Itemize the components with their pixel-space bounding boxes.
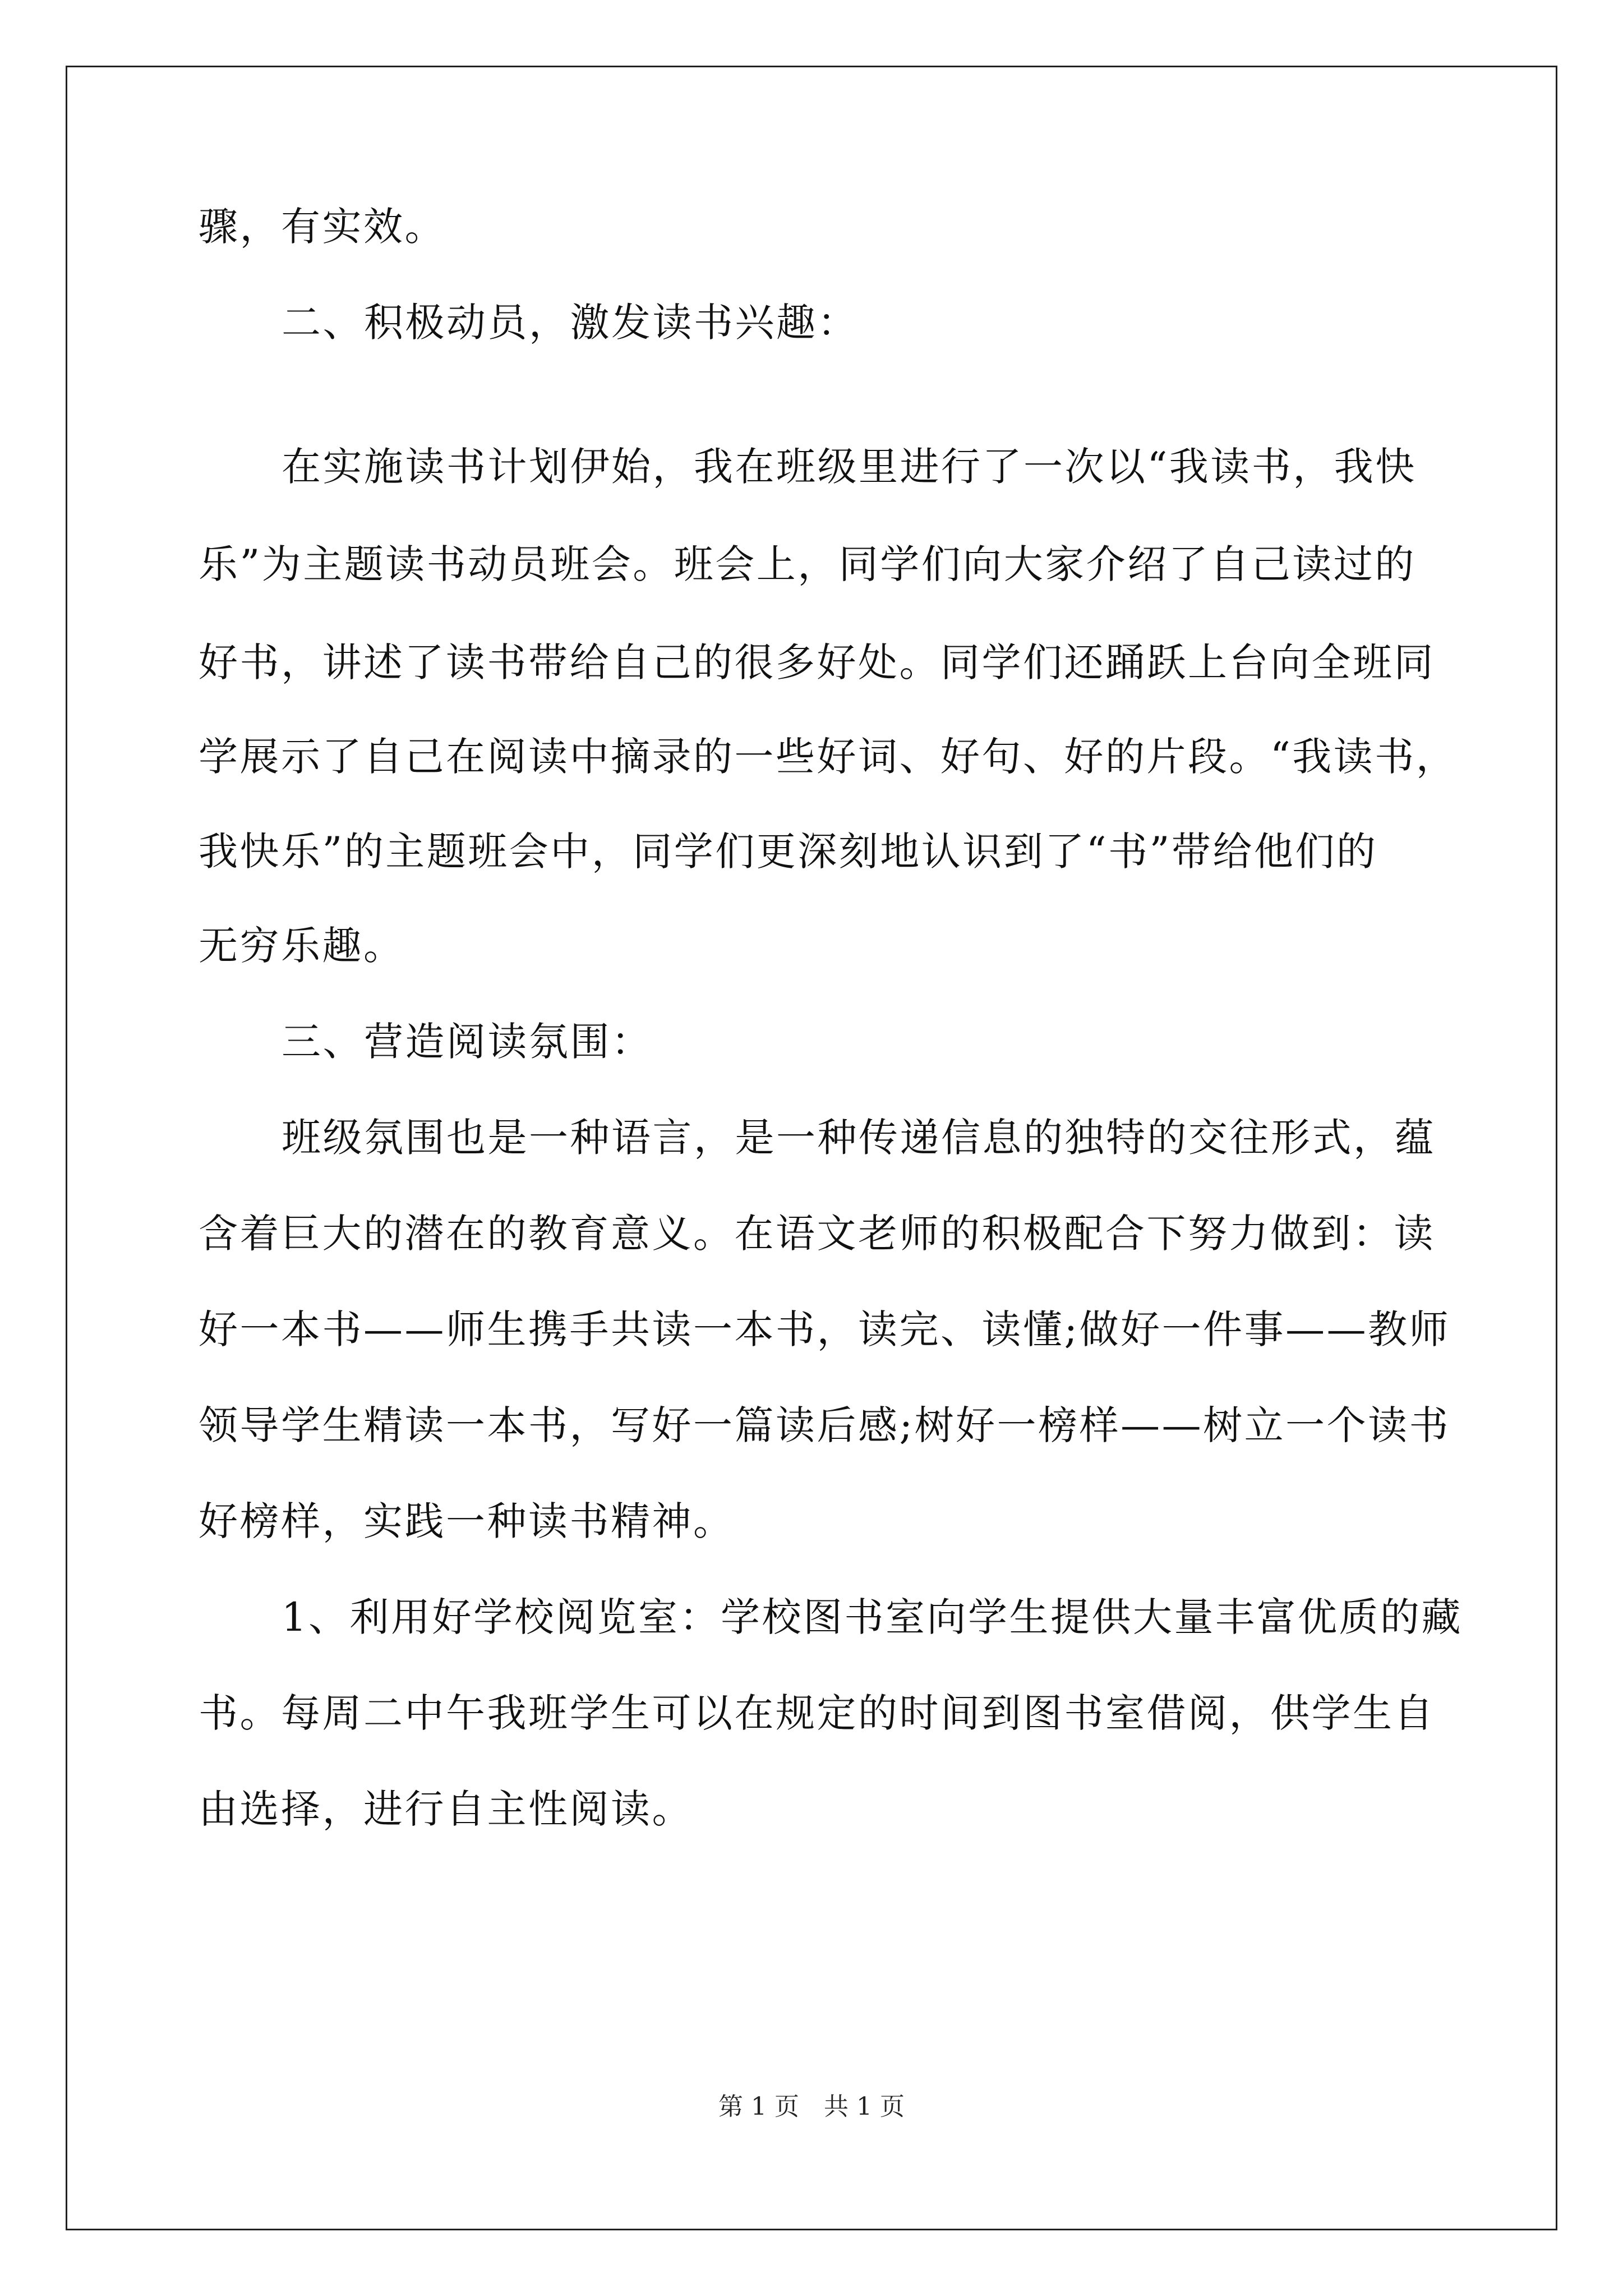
text-line: 含着巨大的潜在的教育意义。在语文老师的积极配合下努力做到：读 bbox=[199, 1211, 1435, 1257]
text-line: 乐”为主题读书动员班会。班会上，同学们向大家介绍了自己读过的 bbox=[199, 541, 1416, 587]
text-line: 领导学生精读一本书，写好一篇读后感;树好一榜样——树立一个读书 bbox=[199, 1402, 1451, 1448]
text-line: 无穷乐趣。 bbox=[199, 923, 405, 969]
text-line: 好榜样，实践一种读书精神。 bbox=[199, 1498, 735, 1544]
page-number-footer: 第 1 页 共 1 页 bbox=[718, 2092, 905, 2121]
list-item: 1、利用好学校阅览室：学校图书室向学生提供大量丰富优质的藏 bbox=[282, 1594, 1463, 1640]
text-line: 书。每周二中午我班学生可以在规定的时间到图书室借阅，供学生自 bbox=[199, 1690, 1435, 1736]
text-line: 学展示了自己在阅读中摘录的一些好词、好句、好的片段。“我读书， bbox=[199, 734, 1458, 780]
text-line: 好书，讲述了读书带给自己的很多好处。同学们还踊跃上台向全班同 bbox=[199, 639, 1435, 685]
text-line: 在实施读书计划伊始，我在班级里进行了一次以“我读书，我快 bbox=[282, 444, 1417, 490]
text-line: 骤，有实效。 bbox=[199, 204, 446, 250]
text-line: 我快乐”的主题班会中，同学们更深刻地认识到了“书”带给他们的 bbox=[199, 829, 1378, 875]
text-line: 好一本书——师生携手共读一本书，读完、读懂;做好一件事——教师 bbox=[199, 1306, 1451, 1352]
text-line: 班级氛围也是一种语言，是一种传递信息的独特的交往形式，蕴 bbox=[282, 1115, 1436, 1161]
section-heading: 二、积极动员，激发读书兴趣： bbox=[282, 300, 859, 346]
section-heading: 三、营造阅读氛围： bbox=[282, 1019, 653, 1065]
text-line: 由选择，进行自主性阅读。 bbox=[199, 1786, 693, 1832]
